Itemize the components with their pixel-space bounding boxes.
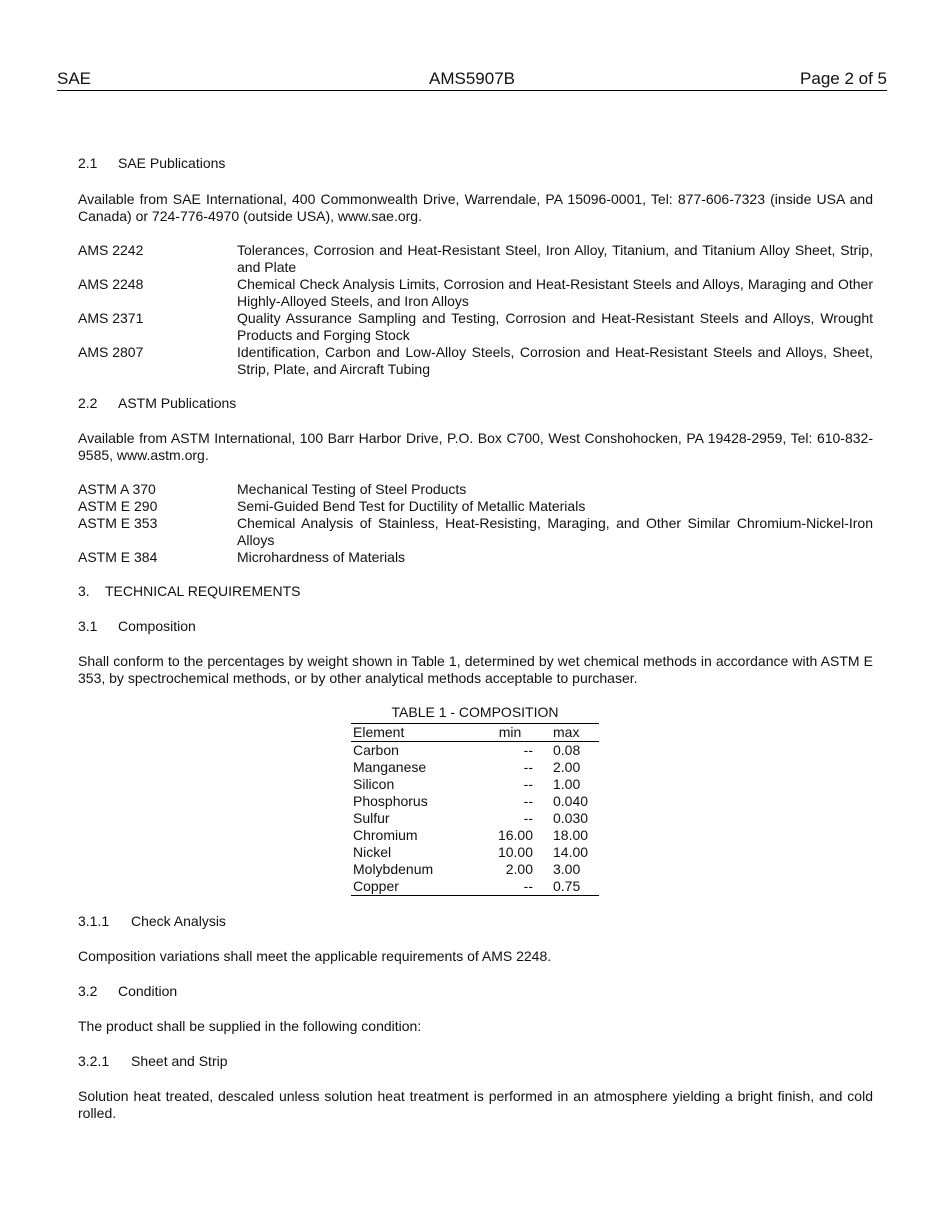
section-2-1-heading	[78, 155, 873, 172]
reference-id: ASTM E 353	[78, 515, 158, 531]
section-3-heading	[78, 583, 873, 600]
section-3-2-1-heading	[78, 1053, 873, 1070]
reference-title: Quality Assurance Sampling and Testing, Corrosion and Heat-Resistant Steels and Alloys, Wrought Products and Forging Stock	[237, 310, 873, 343]
section-title: Check Analysis	[131, 913, 226, 929]
element-cell: Chromium	[353, 827, 418, 843]
section-number: 2.1	[78, 155, 98, 171]
element-cell: Sulfur	[353, 810, 390, 826]
reference-id: AMS 2807	[78, 344, 144, 360]
composition-table-block	[351, 704, 599, 896]
section-title: SAE Publications	[118, 155, 226, 171]
table-row	[351, 810, 599, 827]
min-cell: --	[523, 793, 533, 809]
header-page-number: Page 2 of 5	[800, 69, 887, 88]
section-number: 3.2.1	[78, 1053, 110, 1069]
table-row	[351, 742, 599, 760]
min-cell: 2.00	[505, 861, 533, 877]
reference-title: Mechanical Testing of Steel Products	[237, 481, 467, 497]
section-3-2-heading	[78, 983, 873, 1000]
max-cell: 0.040	[553, 793, 589, 809]
page-header	[57, 68, 887, 91]
element-cell: Copper	[353, 878, 399, 894]
sae-availability-paragraph: Available from SAE International, 400 Commonwealth Drive, Warrendale, PA 15096-0001, Tel: 877-606-7323 (inside USA and Canada) or 724-776-4970 (outside USA), www.sae.org.	[78, 191, 873, 224]
max-cell: 18.00	[553, 827, 589, 843]
table-row	[351, 844, 599, 861]
table-header-row	[351, 724, 599, 742]
reference-id: ASTM E 290	[78, 498, 158, 514]
reference-title: Chemical Check Analysis Limits, Corrosion and Heat-Resistant Steels and Alloys, Maraging and Other Highly-Alloyed Steels, and Iron Alloys	[237, 276, 873, 309]
min-cell: --	[523, 742, 533, 758]
sheet-strip-paragraph: Solution heat treated, descaled unless solution heat treatment is performed in an atmosphere yielding a bright finish, and cold rolled.	[78, 1088, 873, 1121]
table-row	[351, 776, 599, 793]
section-title: Condition	[118, 983, 178, 999]
reference-row	[78, 310, 873, 344]
max-cell: 2.00	[553, 759, 581, 775]
reference-title: Identification, Carbon and Low-Alloy Steels, Corrosion and Heat-Resistant Steels and Alloys, Sheet, Strip, Plate, and Aircraft Tubing	[237, 344, 873, 377]
max-cell: 0.75	[553, 878, 581, 894]
section-2-2-heading	[78, 395, 873, 412]
section-number: 2.2	[78, 395, 98, 411]
column-header-element: Element	[351, 724, 473, 742]
table-caption: TABLE 1 - COMPOSITION	[391, 704, 559, 720]
min-cell: --	[523, 776, 533, 792]
table-row	[351, 759, 599, 776]
max-cell: 1.00	[553, 776, 581, 792]
composition-paragraph: Shall conform to the percentages by weight shown in Table 1, determined by wet chemical methods in accordance with ASTM E 353, by spectrochemical methods, or by other analytical methods acceptable to purchaser.	[78, 653, 873, 686]
section-3-1-1-heading	[78, 913, 873, 930]
element-cell: Silicon	[353, 776, 395, 792]
column-header-min: min	[473, 724, 547, 742]
check-analysis-paragraph: Composition variations shall meet the applicable requirements of AMS 2248.	[78, 948, 552, 964]
element-cell: Manganese	[353, 759, 427, 775]
section-title: TECHNICAL REQUIREMENTS	[105, 583, 301, 599]
astm-availability-paragraph: Available from ASTM International, 100 Barr Harbor Drive, P.O. Box C700, West Conshohocken, PA 19428-2959, Tel: 610-832-9585, www.astm.org.	[78, 430, 873, 463]
section-title: ASTM Publications	[118, 395, 237, 411]
section-title: Sheet and Strip	[131, 1053, 228, 1069]
reference-title: Semi-Guided Bend Test for Ductility of Metallic Materials	[237, 498, 586, 514]
reference-row	[78, 498, 873, 515]
max-cell: 14.00	[553, 844, 589, 860]
min-cell: --	[523, 878, 533, 894]
reference-row	[78, 344, 873, 378]
reference-id: ASTM A 370	[78, 481, 156, 497]
reference-row	[78, 515, 873, 549]
max-cell: 0.030	[553, 810, 589, 826]
reference-row	[78, 481, 873, 498]
section-number: 3.2	[78, 983, 98, 999]
min-cell: --	[523, 759, 533, 775]
reference-row	[78, 549, 873, 566]
section-number: 3.1	[78, 618, 98, 634]
reference-row	[78, 242, 873, 276]
astm-reference-list	[78, 481, 873, 566]
reference-row	[78, 276, 873, 310]
document-body	[78, 155, 873, 1122]
table-row	[351, 827, 599, 844]
section-title: Composition	[118, 618, 196, 634]
reference-id: AMS 2242	[78, 242, 144, 258]
section-number: 3.	[78, 583, 90, 599]
table-row	[351, 878, 599, 896]
table-row	[351, 793, 599, 810]
header-doc-number: AMS5907B	[429, 69, 515, 88]
composition-table	[351, 723, 599, 896]
reference-id: AMS 2371	[78, 310, 144, 326]
min-cell: 10.00	[497, 844, 533, 860]
reference-id: AMS 2248	[78, 276, 144, 292]
reference-title: Tolerances, Corrosion and Heat-Resistant Steel, Iron Alloy, Titanium, and Titanium Alloy Sheet, Strip, and Plate	[237, 242, 873, 275]
min-cell: 16.00	[497, 827, 533, 843]
element-cell: Molybdenum	[353, 861, 434, 877]
section-number: 3.1.1	[78, 913, 110, 929]
table-row	[351, 861, 599, 878]
reference-id: ASTM E 384	[78, 549, 158, 565]
header-org: SAE	[57, 69, 92, 88]
reference-title: Chemical Analysis of Stainless, Heat-Resisting, Maraging, and Other Similar Chromium-Nickel-Iron Alloys	[237, 515, 873, 548]
element-cell: Carbon	[353, 742, 399, 758]
section-3-1-heading	[78, 618, 873, 635]
condition-paragraph: The product shall be supplied in the following condition:	[78, 1018, 422, 1034]
element-cell: Nickel	[353, 844, 392, 860]
reference-title: Microhardness of Materials	[237, 549, 406, 565]
min-cell: --	[523, 810, 533, 826]
sae-reference-list	[78, 242, 873, 378]
element-cell: Phosphorus	[353, 793, 428, 809]
max-cell: 0.08	[553, 742, 581, 758]
max-cell: 3.00	[553, 861, 581, 877]
column-header-max: max	[547, 724, 599, 742]
